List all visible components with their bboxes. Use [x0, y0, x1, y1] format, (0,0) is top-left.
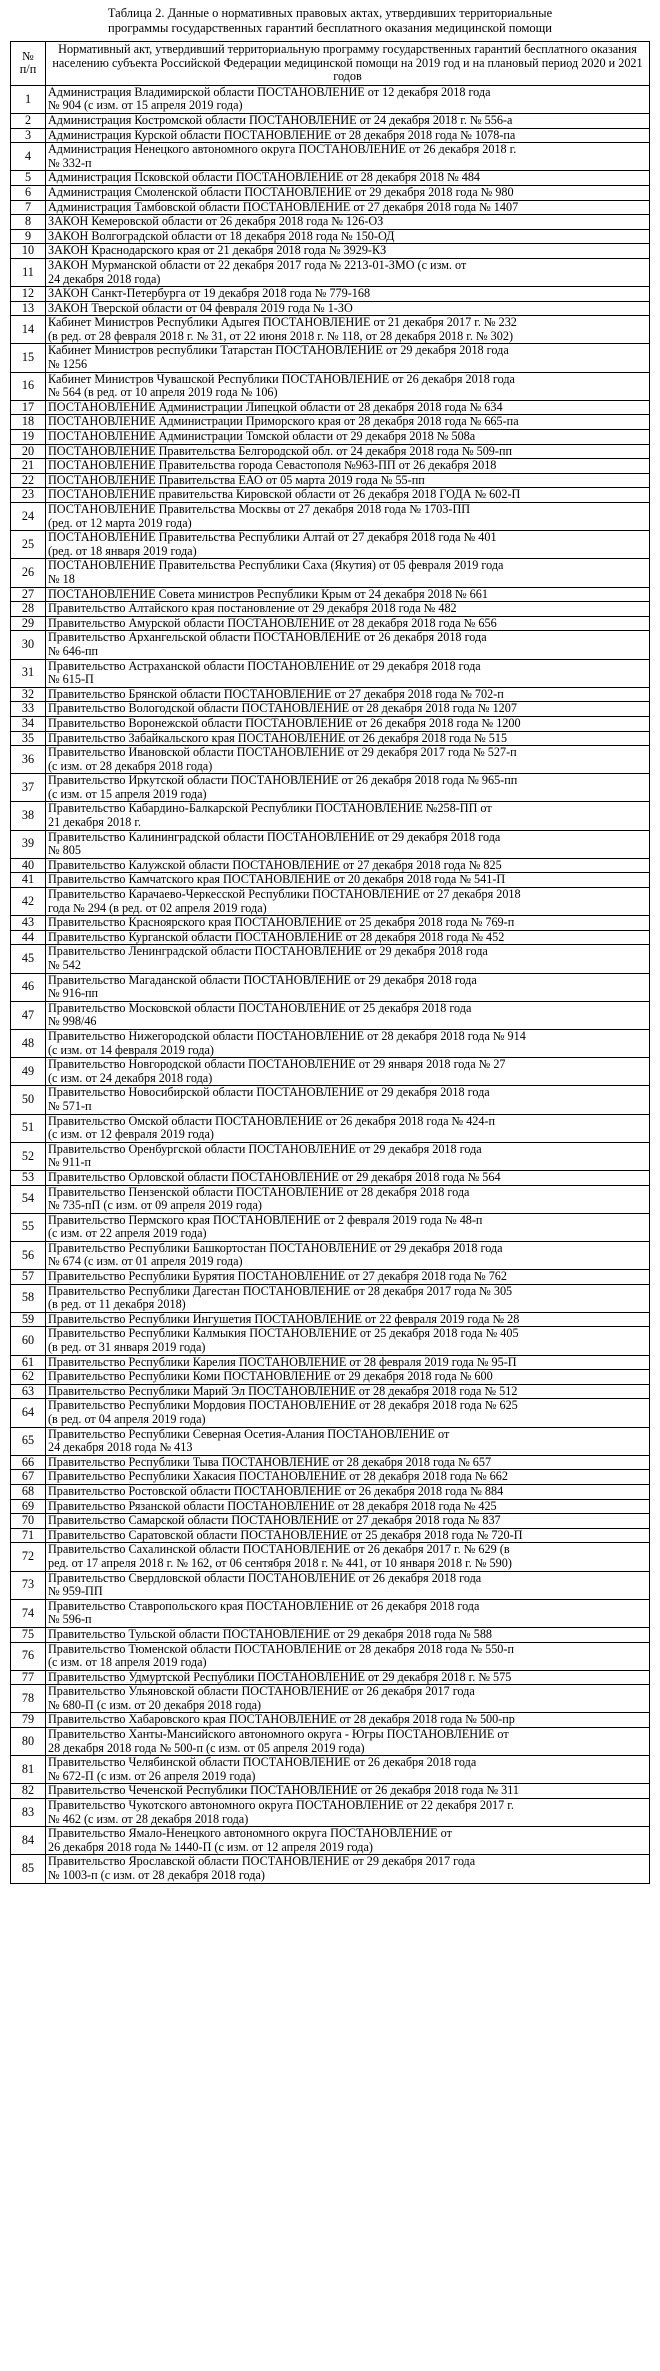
row-number: 34	[11, 716, 46, 731]
row-legal-act: Правительство Забайкальского края ПОСТАНОВЛЕНИЕ от 26 декабря 2018 года № 515	[46, 731, 650, 746]
row-number: 66	[11, 1455, 46, 1470]
table-row	[11, 1799, 650, 1827]
table-row	[11, 1499, 650, 1514]
row-number: 32	[11, 687, 46, 702]
table-row	[11, 128, 650, 143]
row-legal-act: Правительство Хабаровского края ПОСТАНОВЛЕНИЕ от 28 декабря 2018 года № 500-пр	[46, 1713, 650, 1728]
row-legal-act: ПОСТАНОВЛЕНИЕ Правительства Белгородской обл. от 24 декабря 2018 года № 509-пп	[46, 444, 650, 459]
row-legal-act: Правительство Архангельской области ПОСТАНОВЛЕНИЕ от 26 декабря 2018 года № 646-пп	[46, 631, 650, 659]
row-number: 1	[11, 85, 46, 113]
table-row	[11, 531, 650, 559]
row-legal-act: Правительство Ставропольского края ПОСТАНОВЛЕНИЕ от 26 декабря 2018 года № 596-п	[46, 1599, 650, 1627]
row-legal-act: Правительство Иркутской области ПОСТАНОВЛЕНИЕ от 26 декабря 2018 года № 965-пп (с изм. от 15 апреля 2019 года)	[46, 774, 650, 802]
table-row	[11, 85, 650, 113]
table-caption: Таблица 2. Данные о нормативных правовых актах, утвердивших территориальные программы государственных гарантий бесплатного оказания медицинской помощи	[107, 6, 553, 35]
table-row	[11, 143, 650, 171]
table-row	[11, 1728, 650, 1756]
table-row	[11, 1514, 650, 1529]
row-legal-act: Правительство Ивановской области ПОСТАНОВЛЕНИЕ от 29 декабря 2017 года № 527-п (с изм. от 28 декабря 2018 года)	[46, 746, 650, 774]
row-legal-act: Правительство Республики Калмыкия ПОСТАНОВЛЕНИЕ от 25 декабря 2018 года № 405 (в ред. от 31 января 2019 года)	[46, 1327, 650, 1355]
row-legal-act: Правительство Республики Северная Осетия-Алания ПОСТАНОВЛЕНИЕ от 24 декабря 2018 года № 413	[46, 1427, 650, 1455]
table-row	[11, 1627, 650, 1642]
row-legal-act: Правительство Челябинской области ПОСТАНОВЛЕНИЕ от 26 декабря 2018 года № 672-П (с изм. от 26 апреля 2019 года)	[46, 1756, 650, 1784]
table-row	[11, 1470, 650, 1485]
row-number: 20	[11, 444, 46, 459]
table-row	[11, 858, 650, 873]
row-number: 27	[11, 587, 46, 602]
row-number: 71	[11, 1528, 46, 1543]
table-row	[11, 930, 650, 945]
table-row	[11, 1355, 650, 1370]
row-number: 16	[11, 372, 46, 400]
table-row	[11, 459, 650, 474]
table-row	[11, 1270, 650, 1285]
row-number: 48	[11, 1029, 46, 1057]
row-legal-act: ПОСТАНОВЛЕНИЕ правительства Кировской области от 26 декабря 2018 ГОДА № 602-П	[46, 488, 650, 503]
table-row	[11, 1170, 650, 1185]
table-row	[11, 1327, 650, 1355]
table-row	[11, 1642, 650, 1670]
row-legal-act: Правительство Удмуртской Республики ПОСТАНОВЛЕНИЕ от 29 декабря 2018 г. № 575	[46, 1670, 650, 1685]
header-number: № п/п	[11, 42, 46, 86]
table-row	[11, 731, 650, 746]
row-legal-act: ЗАКОН Кемеровской области от 26 декабря 2018 года № 126-ОЗ	[46, 215, 650, 230]
table-row	[11, 301, 650, 316]
row-number: 69	[11, 1499, 46, 1514]
table-row	[11, 229, 650, 244]
table-row	[11, 200, 650, 215]
row-number: 74	[11, 1599, 46, 1627]
row-number: 75	[11, 1627, 46, 1642]
row-legal-act: Правительство Ленинградской области ПОСТАНОВЛЕНИЕ от 29 декабря 2018 года № 542	[46, 945, 650, 973]
row-legal-act: Правительство Республики Мордовия ПОСТАНОВЛЕНИЕ от 28 декабря 2018 года № 625 (в ред. от 04 апреля 2019 года)	[46, 1399, 650, 1427]
row-legal-act: Правительство Камчатского края ПОСТАНОВЛЕНИЕ от 20 декабря 2018 года № 541-П	[46, 873, 650, 888]
table-row	[11, 1284, 650, 1312]
table-row	[11, 873, 650, 888]
table-body	[11, 85, 650, 1883]
row-legal-act: ЗАКОН Санкт-Петербурга от 19 декабря 2018 года № 779-168	[46, 287, 650, 302]
row-number: 83	[11, 1799, 46, 1827]
row-legal-act: Правительство Ямало-Ненецкого автономного округа ПОСТАНОВЛЕНИЕ от 26 декабря 2018 года № 1440-П (с изм. от 12 апреля 2019 года)	[46, 1827, 650, 1855]
row-number: 59	[11, 1312, 46, 1327]
row-legal-act: Правительство Тюменской области ПОСТАНОВЛЕНИЕ от 28 декабря 2018 года № 550-п (с изм. от 18 апреля 2019 года)	[46, 1642, 650, 1670]
row-number: 80	[11, 1728, 46, 1756]
table-row	[11, 1543, 650, 1571]
row-legal-act: ПОСТАНОВЛЕНИЕ Правительства Республики Алтай от 27 декабря 2018 года № 401 (ред. от 18 января 2019 года)	[46, 531, 650, 559]
row-number: 64	[11, 1399, 46, 1427]
table-row	[11, 488, 650, 503]
table-row	[11, 258, 650, 286]
row-legal-act: Правительство Калужской области ПОСТАНОВЛЕНИЕ от 27 декабря 2018 года № 825	[46, 858, 650, 873]
row-legal-act: Правительство Нижегородской области ПОСТАНОВЛЕНИЕ от 28 декабря 2018 года № 914 (с изм. от 14 февраля 2019 года)	[46, 1029, 650, 1057]
table-row	[11, 559, 650, 587]
table-row	[11, 1399, 650, 1427]
row-number: 14	[11, 316, 46, 344]
row-legal-act: Правительство Рязанской области ПОСТАНОВЛЕНИЕ от 28 декабря 2018 года № 425	[46, 1499, 650, 1514]
table-row	[11, 1713, 650, 1728]
table-row	[11, 372, 650, 400]
table-row	[11, 746, 650, 774]
row-number: 5	[11, 171, 46, 186]
row-number: 10	[11, 244, 46, 259]
row-number: 78	[11, 1685, 46, 1713]
row-number: 36	[11, 746, 46, 774]
table-row	[11, 400, 650, 415]
row-number: 79	[11, 1713, 46, 1728]
table-row	[11, 1855, 650, 1883]
table-row	[11, 1756, 650, 1784]
row-legal-act: Правительство Воронежской области ПОСТАНОВЛЕНИЕ от 26 декабря 2018 года № 1200	[46, 716, 650, 731]
row-number: 46	[11, 973, 46, 1001]
row-legal-act: Правительство Саратовской области ПОСТАНОВЛЕНИЕ от 25 декабря 2018 года № 720-П	[46, 1528, 650, 1543]
row-legal-act: Администрация Курской области ПОСТАНОВЛЕНИЕ от 28 декабря 2018 года № 1078-па	[46, 128, 650, 143]
row-legal-act: Администрация Смоленской области ПОСТАНОВЛЕНИЕ от 29 декабря 2018 года № 980	[46, 185, 650, 200]
table-row	[11, 1241, 650, 1269]
row-number: 65	[11, 1427, 46, 1455]
table-row	[11, 659, 650, 687]
table-row	[11, 287, 650, 302]
table-row	[11, 1114, 650, 1142]
row-legal-act: Правительство Чукотского автономного округа ПОСТАНОВЛЕНИЕ от 22 декабря 2017 г. № 462 (с изм. от 28 декабря 2018 года)	[46, 1799, 650, 1827]
row-number: 2	[11, 113, 46, 128]
row-number: 31	[11, 659, 46, 687]
table-row	[11, 1784, 650, 1799]
row-number: 50	[11, 1086, 46, 1114]
row-legal-act: Правительство Московской области ПОСТАНОВЛЕНИЕ от 25 декабря 2018 года № 998/46	[46, 1001, 650, 1029]
row-number: 8	[11, 215, 46, 230]
table-row	[11, 1827, 650, 1855]
row-number: 41	[11, 873, 46, 888]
row-legal-act: Правительство Сахалинской области ПОСТАНОВЛЕНИЕ от 26 декабря 2017 г. № 629 (в ред. от 17 апреля 2018 г. № 162, от 06 сентября 2018 г. № 441, от 10 января 2018 г. № 590)	[46, 1543, 650, 1571]
row-number: 81	[11, 1756, 46, 1784]
row-number: 44	[11, 930, 46, 945]
row-legal-act: Правительство Омской области ПОСТАНОВЛЕНИЕ от 26 декабря 2018 года № 424-п (с изм. от 12 февраля 2019 года)	[46, 1114, 650, 1142]
row-legal-act: Правительство Республики Коми ПОСТАНОВЛЕНИЕ от 29 декабря 2018 года № 600	[46, 1370, 650, 1385]
table-row	[11, 1029, 650, 1057]
row-legal-act: ПОСТАНОВЛЕНИЕ Совета министров Республики Крым от 24 декабря 2018 № 661	[46, 587, 650, 602]
row-number: 47	[11, 1001, 46, 1029]
row-number: 52	[11, 1142, 46, 1170]
row-number: 38	[11, 802, 46, 830]
legal-acts-table	[10, 41, 650, 1884]
row-legal-act: Правительство Республики Дагестан ПОСТАНОВЛЕНИЕ от 28 декабря 2017 года № 305 (в ред. от 11 декабря 2018)	[46, 1284, 650, 1312]
row-number: 55	[11, 1213, 46, 1241]
row-number: 77	[11, 1670, 46, 1685]
row-number: 60	[11, 1327, 46, 1355]
row-legal-act: ЗАКОН Краснодарского края от 21 декабря 2018 года № 3929-КЗ	[46, 244, 650, 259]
row-legal-act: Правительство Республики Бурятия ПОСТАНОВЛЕНИЕ от 27 декабря 2018 года № 762	[46, 1270, 650, 1285]
table-row	[11, 702, 650, 717]
row-legal-act: Правительство Чеченской Республики ПОСТАНОВЛЕНИЕ от 26 декабря 2018 года № 311	[46, 1784, 650, 1799]
table-row	[11, 1571, 650, 1599]
row-number: 29	[11, 616, 46, 631]
table-row	[11, 1370, 650, 1385]
row-number: 33	[11, 702, 46, 717]
row-legal-act: Правительство Курганской области ПОСТАНОВЛЕНИЕ от 28 декабря 2018 года № 452	[46, 930, 650, 945]
header-legal-act: Нормативный акт, утвердивший территориальную программу государственных гарантий бесплатного оказания населению субъекта Российской Федерации медицинской помощи на 2019 год и на плановый период 2020 и 2021 годов	[46, 42, 650, 86]
table-row	[11, 616, 650, 631]
row-number: 45	[11, 945, 46, 973]
table-row	[11, 316, 650, 344]
row-legal-act: Администрация Костромской области ПОСТАНОВЛЕНИЕ от 24 декабря 2018 г. № 556-а	[46, 113, 650, 128]
row-legal-act: Правительство Ярославской области ПОСТАНОВЛЕНИЕ от 29 декабря 2017 года № 1003-п (с изм. от 28 декабря 2018 года)	[46, 1855, 650, 1883]
row-legal-act: Кабинет Министров республики Татарстан ПОСТАНОВЛЕНИЕ от 29 декабря 2018 года № 1256	[46, 344, 650, 372]
row-number: 6	[11, 185, 46, 200]
table-row	[11, 802, 650, 830]
row-number: 43	[11, 916, 46, 931]
row-legal-act: Правительство Оренбургской области ПОСТАНОВЛЕНИЕ от 29 декабря 2018 года № 911-п	[46, 1142, 650, 1170]
row-number: 67	[11, 1470, 46, 1485]
table-row	[11, 716, 650, 731]
table-row	[11, 215, 650, 230]
table-row	[11, 1213, 650, 1241]
row-number: 85	[11, 1855, 46, 1883]
row-number: 58	[11, 1284, 46, 1312]
row-legal-act: Кабинет Министров Республики Адыгея ПОСТАНОВЛЕНИЕ от 21 декабря 2017 г. № 232 (в ред. от 28 февраля 2018 г. № 31, от 22 июня 2018 г. № 118, от 28 декабря 2018 г. № 302)	[46, 316, 650, 344]
row-legal-act: Правительство Брянской области ПОСТАНОВЛЕНИЕ от 27 декабря 2018 года № 702-п	[46, 687, 650, 702]
table-row	[11, 1670, 650, 1685]
table-row	[11, 1001, 650, 1029]
row-legal-act: Правительство Республики Хакасия ПОСТАНОВЛЕНИЕ от 28 декабря 2018 года № 662	[46, 1470, 650, 1485]
row-legal-act: Правительство Тульской области ПОСТАНОВЛЕНИЕ от 29 декабря 2018 года № 588	[46, 1627, 650, 1642]
row-legal-act: ПОСТАНОВЛЕНИЕ Администрации Приморского края от 28 декабря 2018 года № 665-па	[46, 415, 650, 430]
table-row	[11, 1599, 650, 1627]
row-legal-act: Правительство Красноярского края ПОСТАНОВЛЕНИЕ от 25 декабря 2018 года № 769-п	[46, 916, 650, 931]
row-number: 76	[11, 1642, 46, 1670]
row-legal-act: ПОСТАНОВЛЕНИЕ Правительства ЕАО от 05 марта 2019 года № 55-пп	[46, 473, 650, 488]
row-number: 28	[11, 602, 46, 617]
row-legal-act: ЗАКОН Волгоградской области от 18 декабря 2018 года № 150-ОД	[46, 229, 650, 244]
table-row	[11, 171, 650, 186]
table-row	[11, 185, 650, 200]
row-legal-act: Правительство Алтайского края постановление от 29 декабря 2018 года № 482	[46, 602, 650, 617]
row-legal-act: Правительство Магаданской области ПОСТАНОВЛЕНИЕ от 29 декабря 2018 года № 916-пп	[46, 973, 650, 1001]
row-number: 30	[11, 631, 46, 659]
row-number: 35	[11, 731, 46, 746]
row-legal-act: Правительство Калининградской области ПОСТАНОВЛЕНИЕ от 29 декабря 2018 года № 805	[46, 830, 650, 858]
table-row	[11, 1528, 650, 1543]
row-number: 53	[11, 1170, 46, 1185]
row-legal-act: Правительство Вологодской области ПОСТАНОВЛЕНИЕ от 28 декабря 2018 года № 1207	[46, 702, 650, 717]
row-number: 84	[11, 1827, 46, 1855]
row-number: 17	[11, 400, 46, 415]
row-number: 56	[11, 1241, 46, 1269]
table-row	[11, 1427, 650, 1455]
row-number: 62	[11, 1370, 46, 1385]
row-legal-act: Правительство Орловской области ПОСТАНОВЛЕНИЕ от 29 декабря 2018 года № 564	[46, 1170, 650, 1185]
row-number: 15	[11, 344, 46, 372]
row-number: 3	[11, 128, 46, 143]
row-number: 22	[11, 473, 46, 488]
row-legal-act: Администрация Псковской области ПОСТАНОВЛЕНИЕ от 28 декабря 2018 № 484	[46, 171, 650, 186]
row-legal-act: Правительство Республики Тыва ПОСТАНОВЛЕНИЕ от 28 декабря 2018 года № 657	[46, 1455, 650, 1470]
row-legal-act: Правительство Амурской области ПОСТАНОВЛЕНИЕ от 28 декабря 2018 года № 656	[46, 616, 650, 631]
table-row	[11, 1484, 650, 1499]
table-row	[11, 473, 650, 488]
row-legal-act: Правительство Пермского края ПОСТАНОВЛЕНИЕ от 2 февраля 2019 года № 48-п (с изм. от 22 апреля 2019 года)	[46, 1213, 650, 1241]
row-legal-act: ЗАКОН Тверской области от 04 февраля 2019 года № 1-ЗО	[46, 301, 650, 316]
row-number: 37	[11, 774, 46, 802]
row-number: 11	[11, 258, 46, 286]
table-row	[11, 916, 650, 931]
table-row	[11, 430, 650, 445]
row-legal-act: Администрация Владимирской области ПОСТАНОВЛЕНИЕ от 12 декабря 2018 года № 904 (с изм. от 15 апреля 2019 года)	[46, 85, 650, 113]
row-legal-act: ПОСТАНОВЛЕНИЕ Администрации Томской области от 29 декабря 2018 № 508а	[46, 430, 650, 445]
row-number: 68	[11, 1484, 46, 1499]
row-number: 72	[11, 1543, 46, 1571]
row-legal-act: Администрация Ненецкого автономного округа ПОСТАНОВЛЕНИЕ от 26 декабря 2018 г. № 332-п	[46, 143, 650, 171]
row-number: 54	[11, 1185, 46, 1213]
table-row	[11, 1142, 650, 1170]
row-legal-act: ПОСТАНОВЛЕНИЕ Правительства Республики Саха (Якутия) от 05 февраля 2019 года № 18	[46, 559, 650, 587]
row-number: 57	[11, 1270, 46, 1285]
table-row	[11, 415, 650, 430]
row-legal-act: Правительство Самарской области ПОСТАНОВЛЕНИЕ от 27 декабря 2018 года № 837	[46, 1514, 650, 1529]
table-row	[11, 1384, 650, 1399]
table-row	[11, 1058, 650, 1086]
row-legal-act: ЗАКОН Мурманской области от 22 декабря 2017 года № 2213-01-ЗМО (с изм. от 24 декабря 2018 года)	[46, 258, 650, 286]
row-legal-act: Правительство Ханты-Мансийского автономного округа - Югры ПОСТАНОВЛЕНИЕ от 28 декабря 2018 года № 500-п (с изм. от 05 апреля 2019 года)	[46, 1728, 650, 1756]
row-legal-act: ПОСТАНОВЛЕНИЕ Правительства города Севастополя №963-ПП от 26 декабря 2018	[46, 459, 650, 474]
table-row	[11, 1455, 650, 1470]
row-legal-act: Правительство Новгородской области ПОСТАНОВЛЕНИЕ от 29 января 2018 года № 27 (с изм. от 24 декабря 2018 года)	[46, 1058, 650, 1086]
table-row	[11, 1312, 650, 1327]
row-legal-act: ПОСТАНОВЛЕНИЕ Правительства Москвы от 27 декабря 2018 года № 1703-ПП (ред. от 12 марта 2019 года)	[46, 503, 650, 531]
table-row	[11, 687, 650, 702]
row-legal-act: Правительство Кабардино-Балкарской Республики ПОСТАНОВЛЕНИЕ №258-ПП от 21 декабря 2018 г.	[46, 802, 650, 830]
table-row	[11, 830, 650, 858]
row-legal-act: Правительство Республики Карелия ПОСТАНОВЛЕНИЕ от 28 февраля 2019 года № 95-П	[46, 1355, 650, 1370]
table-row	[11, 344, 650, 372]
row-number: 42	[11, 888, 46, 916]
row-number: 7	[11, 200, 46, 215]
table-row	[11, 587, 650, 602]
row-legal-act: Правительство Свердловской области ПОСТАНОВЛЕНИЕ от 26 декабря 2018 года № 959-ПП	[46, 1571, 650, 1599]
row-number: 63	[11, 1384, 46, 1399]
row-number: 19	[11, 430, 46, 445]
row-number: 26	[11, 559, 46, 587]
row-number: 9	[11, 229, 46, 244]
row-number: 51	[11, 1114, 46, 1142]
row-number: 18	[11, 415, 46, 430]
table-row	[11, 774, 650, 802]
table-row	[11, 244, 650, 259]
row-number: 23	[11, 488, 46, 503]
row-number: 39	[11, 830, 46, 858]
row-number: 40	[11, 858, 46, 873]
row-legal-act: Правительство Ульяновской области ПОСТАНОВЛЕНИЕ от 26 декабря 2017 года № 680-П (с изм. от 20 декабря 2018 года)	[46, 1685, 650, 1713]
row-legal-act: Правительство Республики Ингушетия ПОСТАНОВЛЕНИЕ от 22 февраля 2019 года № 28	[46, 1312, 650, 1327]
row-legal-act: Правительство Новосибирской области ПОСТАНОВЛЕНИЕ от 29 декабря 2018 года № 571-п	[46, 1086, 650, 1114]
table-header-row	[11, 42, 650, 86]
row-number: 12	[11, 287, 46, 302]
table-row	[11, 945, 650, 973]
table-row	[11, 1086, 650, 1114]
table-row	[11, 888, 650, 916]
row-number: 49	[11, 1058, 46, 1086]
row-legal-act: Кабинет Министров Чувашской Республики ПОСТАНОВЛЕНИЕ от 26 декабря 2018 года № 564 (в ред. от 10 апреля 2019 года № 106)	[46, 372, 650, 400]
table-row	[11, 503, 650, 531]
row-number: 25	[11, 531, 46, 559]
row-number: 73	[11, 1571, 46, 1599]
row-number: 82	[11, 1784, 46, 1799]
row-legal-act: Правительство Астраханской области ПОСТАНОВЛЕНИЕ от 29 декабря 2018 года № 615-П	[46, 659, 650, 687]
row-number: 4	[11, 143, 46, 171]
row-legal-act: Правительство Пензенской области ПОСТАНОВЛЕНИЕ от 28 декабря 2018 года № 735-пП (с изм. от 09 апреля 2019 года)	[46, 1185, 650, 1213]
table-row	[11, 1185, 650, 1213]
table-row	[11, 602, 650, 617]
table-row	[11, 1685, 650, 1713]
row-number: 61	[11, 1355, 46, 1370]
row-legal-act: ПОСТАНОВЛЕНИЕ Администрации Липецкой области от 28 декабря 2018 года № 634	[46, 400, 650, 415]
row-number: 70	[11, 1514, 46, 1529]
row-legal-act: Правительство Республики Башкортостан ПОСТАНОВЛЕНИЕ от 29 декабря 2018 года № 674 (с изм. от 01 апреля 2019 года)	[46, 1241, 650, 1269]
row-legal-act: Правительство Республики Марий Эл ПОСТАНОВЛЕНИЕ от 28 декабря 2018 года № 512	[46, 1384, 650, 1399]
table-row	[11, 973, 650, 1001]
table-row	[11, 113, 650, 128]
row-number: 24	[11, 503, 46, 531]
table-row	[11, 631, 650, 659]
table-row	[11, 444, 650, 459]
row-legal-act: Правительство Карачаево-Черкесской Республики ПОСТАНОВЛЕНИЕ от 27 декабря 2018 года № 294 (в ред. от 02 апреля 2019 года)	[46, 888, 650, 916]
row-legal-act: Администрация Тамбовской области ПОСТАНОВЛЕНИЕ от 27 декабря 2018 года № 1407	[46, 200, 650, 215]
row-legal-act: Правительство Ростовской области ПОСТАНОВЛЕНИЕ от 26 декабря 2018 года № 884	[46, 1484, 650, 1499]
row-number: 21	[11, 459, 46, 474]
row-number: 13	[11, 301, 46, 316]
